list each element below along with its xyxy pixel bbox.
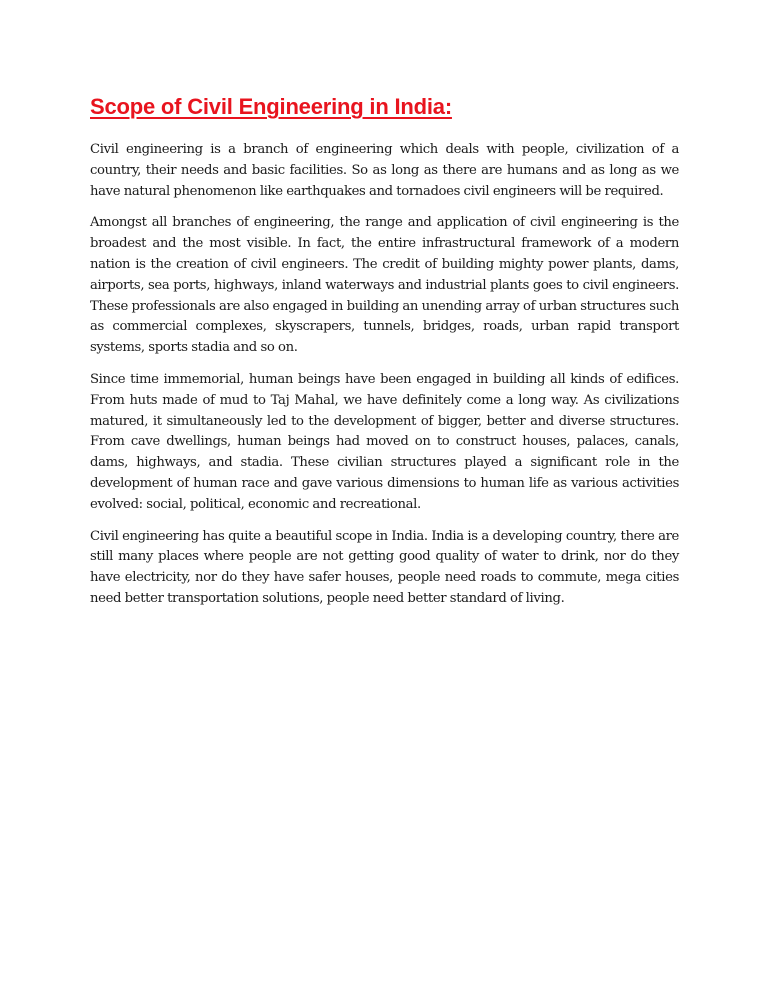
paragraph-infrastructure: Amongst all branches of engineering, the range and application of civil engineering is the broadest and the most visible. In fact, the entire infrastructural framework of a modern nation is the creation of civil engineers. The credit of building mighty power plants, dams, airports, sea ports, highways, inland waterways and industrial plants goes to civil engineers. These professionals are also engaged in building an unending array of urban structures such as commercial complexes, skyscrapers, tunnels, bridges, roads, urban rapid transport systems, sports stadia and so on. <box>90 215 679 356</box>
paragraph-scope-india: Civil engineering has quite a beautiful scope in India. India is a developing country, there are still many places where people are not getting good quality of water to drink, nor do they have electricity, nor do they have safer houses, people need roads to commute, mega cities need better transportation solutions, people need better standard of living. <box>90 528 679 606</box>
paragraph-history: Since time immemorial, human beings have been engaged in building all kinds of edifices. From huts made of mud to Taj Mahal, we have definitely come a long way. As civilizations matured, it simultaneously led to the development of bigger, better and diverse structures. From cave dwellings, human beings had moved on to construct houses, palaces, canals, dams, highways, and stadia. These civilian structures played a significant role in the development of human race and gave various dimensions to human life as various activities evolved: social, political, economic and recreational. <box>90 371 679 512</box>
document-body <box>90 94 679 621</box>
page-title: Scope of Civil Engineering in India: <box>90 94 452 119</box>
paragraph-definition: Civil engineering is a branch of engineering which deals with people, civilization of a country, their needs and basic facilities. So as long as there are humans and as long as we have natural phenomenon like earthquakes and tornadoes civil engineers will be required. <box>90 142 679 199</box>
